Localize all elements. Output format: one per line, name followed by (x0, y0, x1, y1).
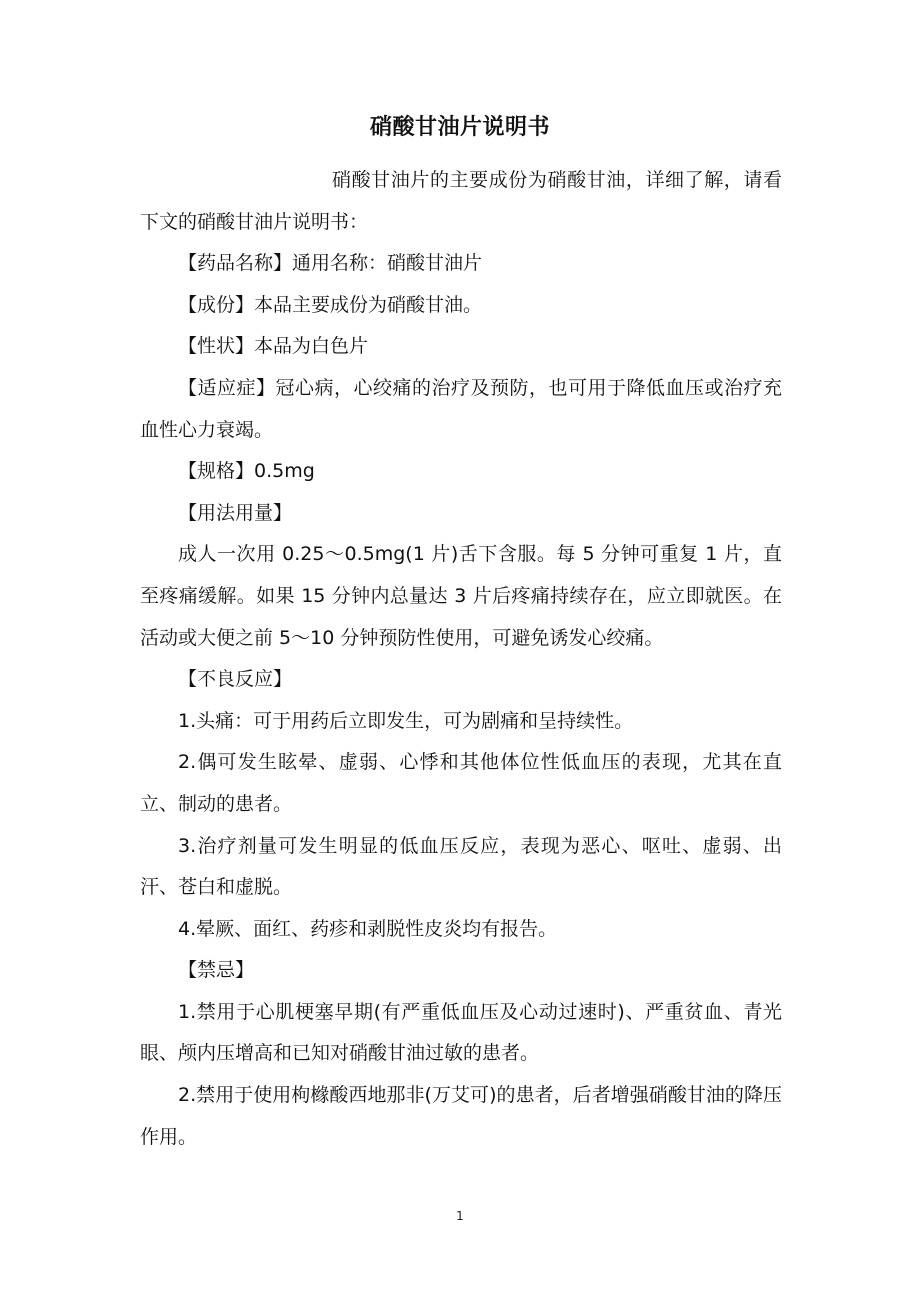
indications-paragraph: 【适应症】冠心病，心绞痛的治疗及预防，也可用于降低血压或治疗充血性心力衰竭。 (140, 376, 782, 441)
specification-paragraph: 【规格】0.5mg (178, 460, 315, 483)
adverse-reaction-item-1: 1.头痛：可于用药后立即发生，可为剧痛和呈持续性。 (178, 709, 634, 732)
ingredients-paragraph: 【成份】本品主要成份为硝酸甘油。 (178, 293, 483, 316)
adverse-reaction-item-2: 2.偶可发生眩晕、虚弱、心悸和其他体位性低血压的表现，尤其在直立、制动的患者。 (140, 751, 782, 815)
contraindication-item-2: 2.禁用于使用枸橼酸西地那非(万艾可)的患者，后者增强硝酸甘油的降压作用。 (140, 1084, 782, 1148)
page-number: 1 (456, 1209, 464, 1223)
adverse-reaction-item-3: 3.治疗剂量可发生明显的低血压反应，表现为恶心、呕吐、虚弱、出汗、苍白和虚脱。 (140, 834, 782, 899)
contraindications-heading: 【禁忌】 (178, 959, 255, 982)
drug-name-paragraph: 【药品名称】通用名称：硝酸甘油片 (178, 252, 483, 275)
adverse-reaction-item-4: 4.晕厥、面红、药疹和剥脱性皮炎均有报告。 (178, 917, 558, 940)
dosage-paragraph: 成人一次用 0.25～0.5mg(1 片)舌下含服。每 5 分钟可重复 1 片，直至疼痛缓解。如果 15 分钟内总量达 3 片后疼痛持续存在，应立即就医。在活动或大便之前 5～10 分钟预防性使用，可避免诱发心绞痛。 (140, 543, 782, 649)
dosage-heading: 【用法用量】 (178, 501, 293, 524)
document-title: 硝酸甘油片说明书 (369, 115, 550, 140)
document-body (140, 160, 782, 1158)
contraindication-item-1: 1.禁用于心肌梗塞早期(有严重低血压及心动过速时)、严重贫血、青光眼、颅内压增高和已知对硝酸甘油过敏的患者。 (140, 1000, 782, 1065)
appearance-paragraph: 【性状】本品为白色片 (178, 335, 369, 358)
intro-paragraph: 硝酸甘油片的主要成份为硝酸甘油，详细了解，请看下文的硝酸甘油片说明书： (140, 169, 782, 233)
adverse-reactions-heading: 【不良反应】 (178, 668, 293, 691)
